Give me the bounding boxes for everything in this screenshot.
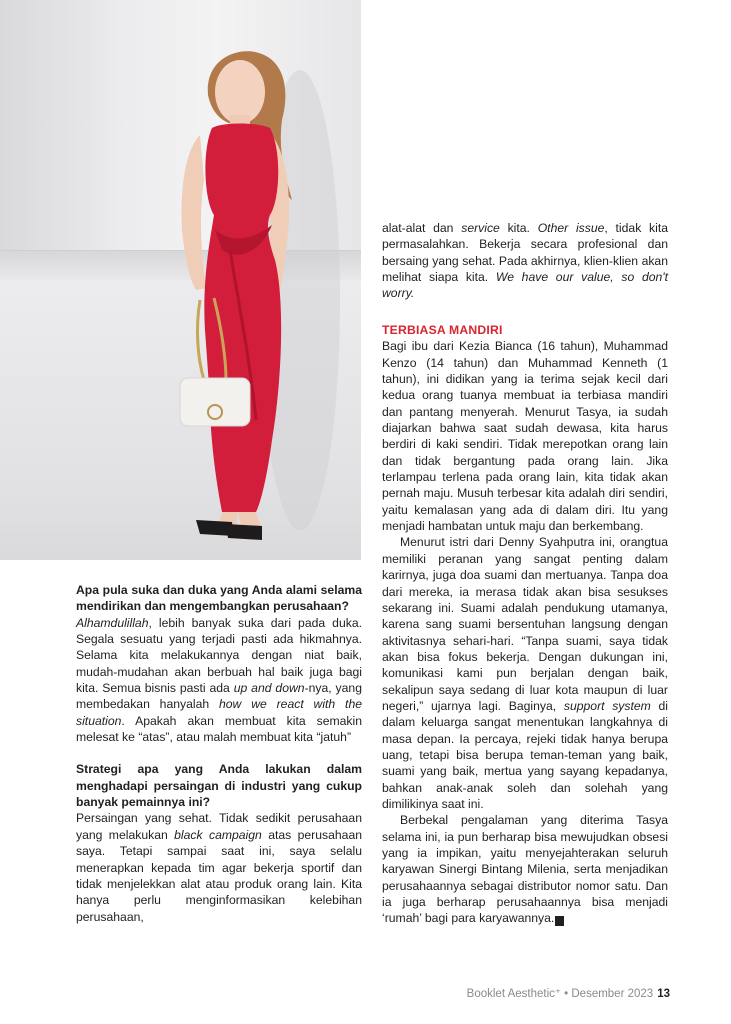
answer-2-start: Persaingan yang sehat. Tidak sedikit perusahaan yang melakukan	[76, 811, 362, 842]
answer-1-text: , lebih banyak suka dari pada duka. Segala sesuatu yang terjadi pasti ada hikmahnya. Selama kita melakukannya dengan niat baik, mudah-mudahan akan berbuah hal baik juga bagi kita. Semua bisnis pasti ada	[76, 615, 362, 696]
continuation-italic-3: We have our value, so don't worry.	[382, 270, 668, 301]
section-paragraph-2	[382, 534, 668, 812]
answer-2	[76, 810, 362, 924]
question-2: Strategi apa yang Anda lakukan dalam menghadapi persaingan di industri yang cukup banyak pemainnya ini?	[76, 762, 362, 810]
continuation-paragraph	[382, 220, 668, 302]
answer-2-italic: black campaign	[174, 827, 262, 842]
answer-1	[76, 615, 362, 746]
right-column-continuation	[382, 220, 668, 302]
section-paragraph-1: Bagi ibu dari Kezia Bianca (16 tahun), Muhammad Kenzo (14 tahun) dan Muhammad Kenneth (1 tahun), ini didikan yang ia terima sejak kecil dari kedua orang tuanya membuat ia terbiasa mandiri dan pantang menyerah. Menurut Tasya, ia sudah diajarkan bahwa saat sudah dewasa, kita harus berdiri di kaki sendiri. Tidak merepotkan orang lain dan tidak bergantung pada orang lain. Jika terlampau terlena pada orang lain, kita tidak akan pernah maju. Musuh terbesar kita adalah diri sendiri, yaitu kemalasan yang ada di dalam diri. Itu yang menjadi hambatan untuk maju dan berkembang.	[382, 339, 668, 534]
answer-1-mid: -nya, yang membedakan hanyalah	[76, 681, 362, 712]
answer-1-italic-2: up and down	[233, 681, 305, 696]
paragraph-2-rest: di dalam keluarga sangat menentukan langkahnya di masa depan. Ia percaya, rejeki tidak hanya berupa uang, tetapi bisa berupa teman-teman yang baik, suami yang baik, mertua yang sayang kepadanya, bahkan anak-anak soleh dan solehah yang dimilikinya saat ini.	[382, 698, 668, 811]
answer-1-italic-3: how we react with the situation	[76, 697, 362, 728]
paragraph-2-italic: support system	[563, 698, 651, 713]
continuation-italic-2: Other issue	[537, 221, 605, 235]
answer-1-end: . Apakah akan membuat kita semakin melesat ke “atas”, atau malah membuat kita “jatuh”	[76, 713, 362, 745]
question-1: Apa pula suka dan duka yang Anda alami selama mendirikan dan mengembangkan perusahaan?	[76, 583, 362, 614]
page-footer	[400, 986, 670, 1000]
paragraph-2-start: Menurut istri dari Denny Syahputra ini, orangtua memiliki peranan yang sangat penting dalam karirnya, juga doa suami dan mertuanya. Tanpa doa dari mereka, ia merasa tidak akan bisa sesukses sekarang ini. Suami adalah pendukung utamanya, karena sang suami bersentuhan langsung dengan aktivitasnya sehari-hari. “Tanpa suami, saya tidak akan bisa fokus bekerja. Dengan dukungan ini, komunikasi kami pun berjalan dengan baik, sekalipun saya sedang di luar kota maupun di luar negeri,” ujarnya lagi. Baginya,	[382, 535, 668, 713]
continuation-start: alat-alat dan	[382, 221, 462, 235]
answer-1-italic: Alhamdulillah	[76, 615, 149, 630]
right-column-section	[382, 322, 668, 927]
continuation-mid-1: kita.	[499, 221, 538, 235]
answer-2-rest: atas perusahaan saya. Tetapi sampai saat ini, saya selalu menerapkan kepada tim agar bekerja sportif dan tidak menjelekkan alat atau produk orang lain. Kita hanya perlu menginformasikan kelebihan perusahaan,	[76, 827, 363, 924]
feature-photo	[0, 0, 361, 560]
woman-in-red-dress-photo	[0, 0, 361, 560]
page-number: 13	[657, 988, 670, 1000]
continuation-italic-1: service	[461, 221, 500, 235]
end-of-article-icon: a	[555, 916, 564, 926]
paragraph-3-text: Berbekal pengalaman yang diterima Tasya selama ini, ia pun berharap bisa mewujudkan obsesi yang ia impikan, yaitu menyejahterakan seluruh karyawan Sinergi Bintang Milenia, serta menjadikan perusahaannya sebagai distributor nomor satu. Dan ia juga berharap perusahaannya bisa menjadi ‘rumah’ bagi para karyawannya.	[382, 813, 668, 926]
continuation-mid-2: , tidak kita permasalahkan. Bekerja secara profesional dan bersaing yang sehat. Pada akhirnya, klien-klien akan melihat siapa kita.	[382, 221, 669, 285]
left-column	[76, 582, 362, 925]
publication-name: Booklet Aesthetic⁺ • Desember 2023	[466, 988, 654, 1000]
section-heading: TERBIASA MANDIRI	[382, 323, 503, 337]
section-paragraph-3	[382, 812, 668, 926]
